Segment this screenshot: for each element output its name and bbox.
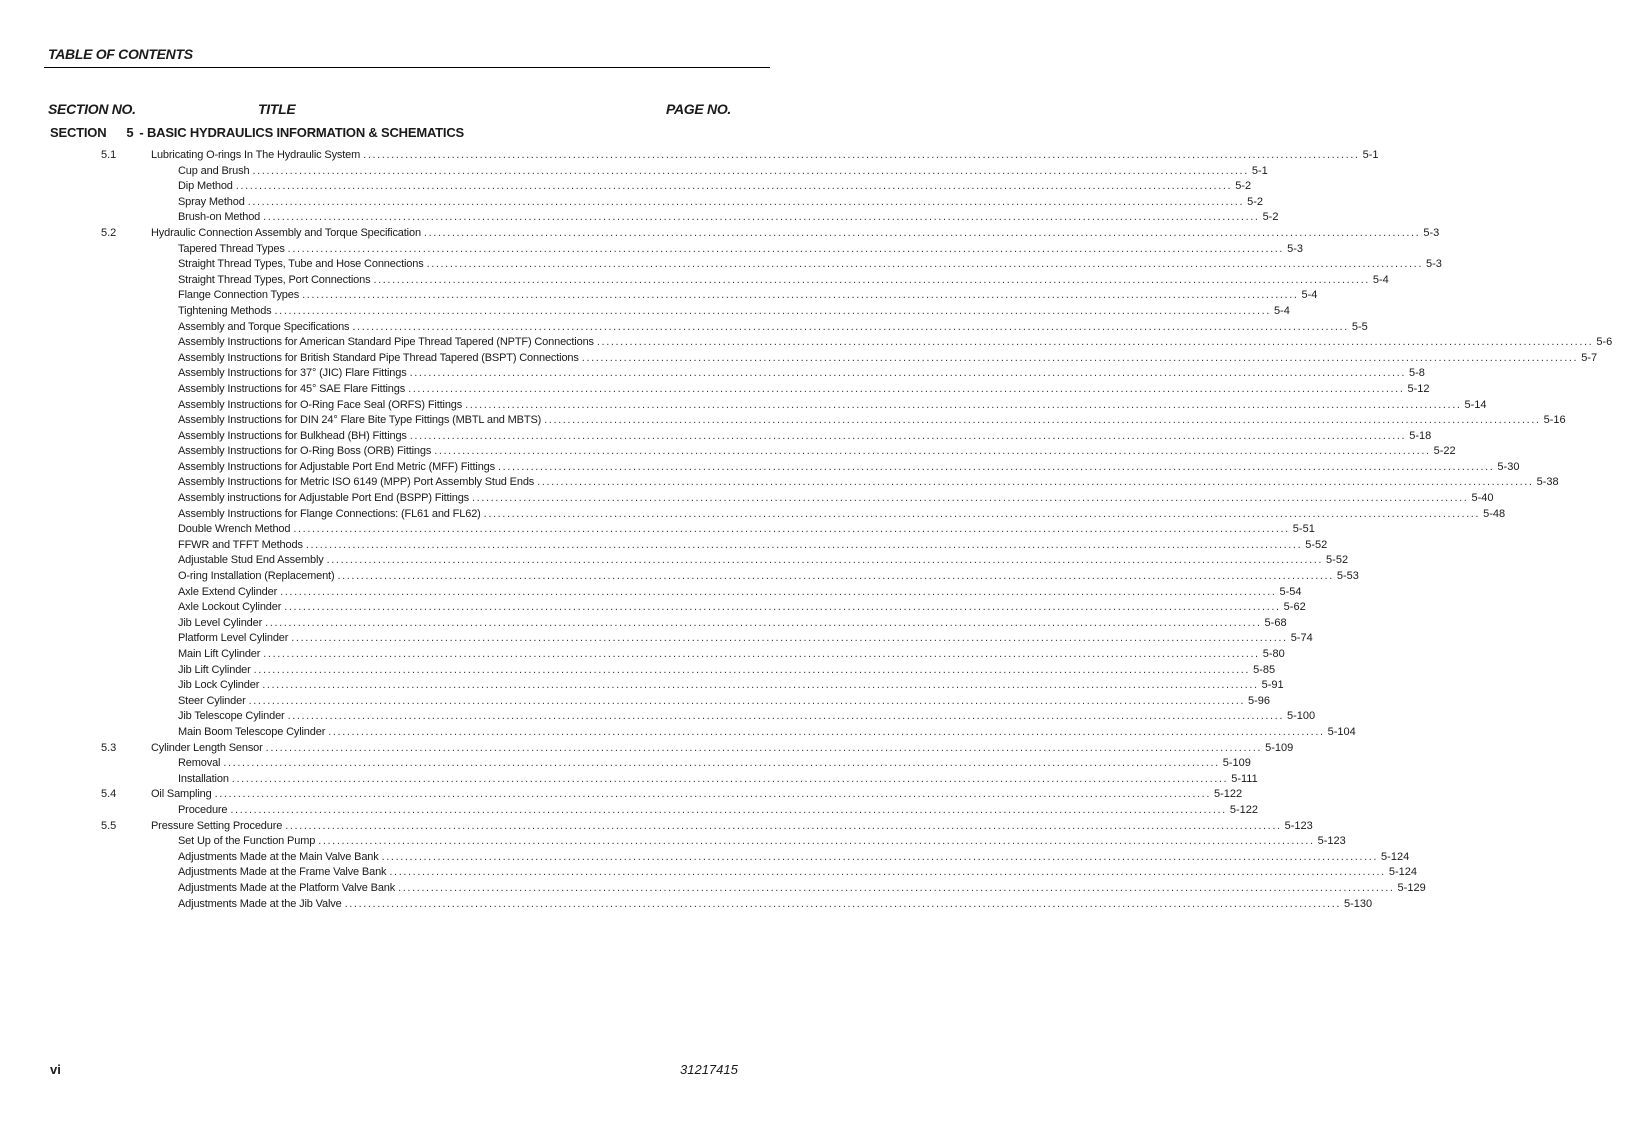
- toc-entry-number: 5.4: [101, 788, 117, 801]
- dot-leader: ......................................................................................................................................................................................................................: [581, 351, 1579, 364]
- toc-entry: [0, 179, 1252, 195]
- toc-entry-page: 5-123: [1284, 819, 1313, 832]
- dot-leader: ......................................................................................................................................................................................................................: [287, 710, 1284, 723]
- toc-entry-page: 5-124: [1381, 850, 1410, 863]
- dot-leader: ......................................................................................................................................................................................................................: [465, 398, 1462, 411]
- toc-entry: [0, 195, 1264, 211]
- dot-leader: ......................................................................................................................................................................................................................: [285, 819, 1282, 832]
- dot-leader: ......................................................................................................................................................................................................................: [326, 554, 1324, 567]
- toc-entry: [0, 398, 1487, 414]
- toc-entry: [0, 756, 1251, 772]
- toc-entry-title: Hydraulic Connection Assembly and Torque Specification: [151, 226, 421, 239]
- header-divider: [44, 67, 770, 68]
- toc-entry-title: Brush-on Method: [178, 211, 261, 224]
- toc-entry-title: Cup and Brush: [178, 164, 250, 177]
- toc-entry-page: 5-2: [1247, 195, 1264, 208]
- toc-entry-line: [178, 834, 1346, 850]
- footer-page-number: vi: [50, 1062, 61, 1077]
- dot-leader: ......................................................................................................................................................................................................................: [344, 897, 1342, 910]
- toc-entry: [0, 600, 1306, 616]
- toc-entry-title: Straight Thread Types, Tube and Hose Connections: [178, 258, 424, 271]
- toc-entry-line: [178, 522, 1315, 538]
- toc-entry-line: [178, 335, 1613, 351]
- toc-entry: [0, 366, 1425, 382]
- dot-leader: ......................................................................................................................................................................................................................: [284, 601, 1281, 614]
- section-label: SECTION: [50, 125, 107, 140]
- toc-entry: [0, 351, 1598, 367]
- toc-entry-line: [178, 366, 1425, 382]
- dot-leader: ......................................................................................................................................................................................................................: [472, 492, 1469, 505]
- toc-entry-line: [178, 320, 1368, 336]
- toc-entry-line: [178, 273, 1389, 289]
- toc-entry-title: Adjustments Made at the Frame Valve Bank: [178, 866, 387, 879]
- toc-entry-title: Axle Lockout Cylinder: [178, 601, 282, 614]
- toc-entry-title: FFWR and TFFT Methods: [178, 538, 303, 551]
- toc-entry-line: [151, 819, 1313, 835]
- toc-entry-page: 5-12: [1407, 382, 1430, 395]
- toc-list: [0, 148, 1613, 912]
- toc-entry-title: Main Boom Telescope Cylinder: [178, 725, 326, 738]
- toc-entry: [0, 850, 1410, 866]
- dot-leader: ......................................................................................................................................................................................................................: [373, 273, 1370, 286]
- toc-entry: [0, 304, 1290, 320]
- dot-leader: ......................................................................................................................................................................................................................: [265, 741, 1263, 754]
- toc-entry-title: Axle Extend Cylinder: [178, 585, 278, 598]
- toc-entry-page: 5-4: [1301, 289, 1318, 302]
- dot-leader: ......................................................................................................................................................................................................................: [483, 507, 1481, 520]
- dot-leader: ......................................................................................................................................................................................................................: [318, 835, 1315, 848]
- toc-entry: [0, 164, 1268, 180]
- dot-leader: ......................................................................................................................................................................................................................: [274, 304, 1271, 317]
- toc-entry-title: Assembly Instructions for Flange Connections: (FL61 and FL62): [178, 507, 481, 520]
- toc-entry-page: 5-109: [1222, 757, 1251, 770]
- toc-entry-page: 5-54: [1279, 585, 1302, 598]
- toc-entry-page: 5-3: [1425, 258, 1442, 271]
- toc-entry-line: [178, 881, 1426, 897]
- toc-entry: [0, 663, 1276, 679]
- toc-entry-line: [151, 787, 1243, 803]
- dot-leader: ......................................................................................................................................................................................................................: [263, 211, 1260, 224]
- toc-entry-line: [178, 553, 1349, 569]
- toc-entry: [0, 226, 1440, 242]
- dot-leader: ......................................................................................................................................................................................................................: [263, 648, 1260, 660]
- dot-leader: ......................................................................................................................................................................................................................: [305, 538, 1303, 551]
- toc-entry: [0, 491, 1494, 507]
- dot-leader: ......................................................................................................................................................................................................................: [265, 616, 1262, 629]
- toc-entry-page: 5-1: [1362, 149, 1379, 161]
- toc-entry: [0, 429, 1432, 445]
- toc-entry-title: Assembly Instructions for American Standard Pipe Thread Tapered (NPTF) Connections: [178, 336, 594, 349]
- toc-entry: [0, 382, 1430, 398]
- toc-entry-page: 5-68: [1264, 616, 1287, 629]
- toc-entry: [0, 803, 1258, 819]
- toc-entry-title: Spray Method: [178, 195, 245, 208]
- toc-entry-number: 5.3: [101, 741, 117, 754]
- toc-entry: [0, 335, 1613, 351]
- toc-entry-number: 5.2: [101, 226, 117, 239]
- toc-entry-page: 5-4: [1273, 304, 1290, 317]
- toc-entry-title: Adjustments Made at the Platform Valve Bank: [178, 881, 396, 894]
- toc-entry: [0, 585, 1302, 601]
- dot-leader: ......................................................................................................................................................................................................................: [293, 523, 1290, 536]
- column-heading-title: TITLE: [258, 101, 296, 117]
- toc-entry: [0, 444, 1456, 460]
- toc-entry-line: [178, 460, 1520, 476]
- toc-entry-line: [178, 195, 1264, 211]
- toc-entry-page: 5-104: [1327, 725, 1356, 738]
- dot-leader: ......................................................................................................................................................................................................................: [235, 180, 1233, 193]
- toc-entry-page: 5-3: [1287, 242, 1303, 255]
- dot-leader: ......................................................................................................................................................................................................................: [408, 382, 1405, 395]
- toc-entry-line: [178, 803, 1258, 819]
- dot-leader: ......................................................................................................................................................................................................................: [302, 289, 1299, 302]
- toc-entry-title: Assembly Instructions for DIN 24° Flare Bite Type Fittings (MBTL and MBTS): [178, 414, 542, 427]
- toc-entry-page: 5-52: [1305, 538, 1328, 551]
- toc-entry-line: [178, 304, 1290, 320]
- dot-leader: ......................................................................................................................................................................................................................: [544, 414, 1541, 427]
- toc-entry-title: Jib Telescope Cylinder: [178, 710, 285, 723]
- toc-entry-line: [178, 413, 1566, 429]
- toc-entry-title: Oil Sampling: [151, 788, 212, 801]
- toc-entry-page: 5-7: [1581, 351, 1598, 364]
- toc-entry-page: 5-38: [1536, 476, 1559, 489]
- toc-entry-page: 5-74: [1290, 632, 1313, 645]
- toc-entry-line: [178, 709, 1316, 725]
- dot-leader: ......................................................................................................................................................................................................................: [214, 788, 1211, 801]
- toc-entry-line: [178, 398, 1487, 414]
- toc-entry: [0, 772, 1258, 788]
- dot-leader: ......................................................................................................................................................................................................................: [426, 258, 1423, 271]
- toc-entry-title: Assembly Instructions for O-Ring Boss (ORB) Fittings: [178, 445, 432, 458]
- toc-entry-title: Removal: [178, 757, 221, 770]
- dot-leader: ......................................................................................................................................................................................................................: [280, 585, 1277, 598]
- toc-entry-page: 5-5: [1351, 320, 1368, 333]
- section-name: - BASIC HYDRAULICS INFORMATION & SCHEMATICS: [139, 125, 464, 140]
- toc-entry-line: [178, 631, 1313, 647]
- dot-leader: ......................................................................................................................................................................................................................: [287, 242, 1285, 255]
- toc-entry-line: [151, 148, 1379, 164]
- toc-entry-line: [178, 444, 1456, 460]
- toc-entry: [0, 741, 1294, 757]
- toc-entry-page: 5-122: [1229, 803, 1258, 816]
- toc-entry: [0, 616, 1287, 632]
- dot-leader: ......................................................................................................................................................................................................................: [231, 772, 1229, 785]
- toc-entry: [0, 210, 1279, 226]
- toc-entry: [0, 273, 1389, 289]
- dot-leader: ......................................................................................................................................................................................................................: [363, 149, 1360, 161]
- dot-leader: ......................................................................................................................................................................................................................: [537, 476, 1534, 489]
- column-heading-section: SECTION NO.: [48, 101, 136, 117]
- toc-entry: [0, 897, 1373, 913]
- toc-entry: [0, 288, 1318, 304]
- toc-entry-number: 5.1: [101, 149, 117, 161]
- section-heading: [50, 125, 464, 140]
- dot-leader: ......................................................................................................................................................................................................................: [423, 226, 1421, 239]
- dot-leader: ......................................................................................................................................................................................................................: [252, 164, 1249, 177]
- toc-entry-line: [178, 210, 1279, 226]
- toc-entry-title: Platform Level Cylinder: [178, 632, 289, 645]
- toc-entry-title: Adjustable Stud End Assembly: [178, 554, 324, 567]
- toc-entry-title: Double Wrench Method: [178, 523, 291, 536]
- toc-entry-page: 5-16: [1543, 414, 1566, 427]
- toc-entry-line: [151, 226, 1440, 242]
- toc-entry-line: [178, 491, 1494, 507]
- toc-entry-title: Assembly instructions for Adjustable Port End (BSPP) Fittings: [178, 492, 470, 505]
- toc-entry: [0, 460, 1520, 476]
- dot-leader: ......................................................................................................................................................................................................................: [291, 632, 1288, 645]
- toc-entry: [0, 148, 1379, 164]
- dot-leader: ......................................................................................................................................................................................................................: [389, 866, 1386, 879]
- toc-entry-page: 5-124: [1388, 866, 1417, 879]
- toc-entry-page: 5-80: [1262, 648, 1285, 660]
- toc-entry-page: 5-62: [1283, 601, 1306, 614]
- toc-entry-line: [178, 257, 1442, 273]
- toc-entry: [0, 475, 1559, 491]
- toc-entry-number: 5.5: [101, 819, 117, 832]
- toc-entry: [0, 507, 1506, 523]
- toc-entry-line: [178, 663, 1276, 679]
- toc-entry-page: 5-129: [1397, 881, 1426, 894]
- toc-entry-page: 5-123: [1317, 835, 1346, 848]
- toc-entry-page: 5-53: [1336, 570, 1359, 583]
- dot-leader: ......................................................................................................................................................................................................................: [248, 694, 1246, 707]
- footer-doc-number: 31217415: [680, 1062, 738, 1077]
- toc-entry-line: [178, 351, 1598, 367]
- toc-entry-line: [178, 179, 1252, 195]
- toc-entry: [0, 678, 1284, 694]
- toc-entry-title: Jib Lift Cylinder: [178, 663, 251, 676]
- toc-entry-title: Adjustments Made at the Main Valve Bank: [178, 850, 379, 863]
- toc-entry-line: [178, 865, 1417, 881]
- dot-leader: ......................................................................................................................................................................................................................: [596, 336, 1594, 349]
- toc-entry-page: 5-130: [1344, 897, 1373, 910]
- toc-entry-page: 5-91: [1261, 679, 1284, 692]
- toc-entry-title: Assembly Instructions for Metric ISO 6149 (MPP) Port Assembly Stud Ends: [178, 476, 535, 489]
- toc-entry-title: Jib Lock Cylinder: [178, 679, 260, 692]
- toc-entry-page: 5-109: [1265, 741, 1294, 754]
- toc-entry-title: Flange Connection Types: [178, 289, 300, 302]
- toc-entry-page: 5-18: [1409, 429, 1432, 442]
- toc-entry-page: 5-30: [1497, 460, 1520, 473]
- dot-leader: ......................................................................................................................................................................................................................: [398, 881, 1395, 894]
- dot-leader: ......................................................................................................................................................................................................................: [381, 850, 1379, 863]
- toc-entry-page: 5-1: [1251, 164, 1268, 177]
- dot-leader: ......................................................................................................................................................................................................................: [409, 367, 1406, 380]
- dot-leader: ......................................................................................................................................................................................................................: [434, 445, 1431, 458]
- toc-entry-line: [178, 694, 1271, 710]
- toc-entry: [0, 647, 1285, 663]
- toc-entry: [0, 631, 1313, 647]
- toc-entry-page: 5-52: [1326, 554, 1349, 567]
- page-header-title: TABLE OF CONTENTS: [48, 46, 193, 62]
- toc-entry-title: Set Up of the Function Pump: [178, 835, 316, 848]
- toc-entry: [0, 865, 1417, 881]
- toc-entry-line: [178, 616, 1287, 632]
- toc-entry-page: 5-6: [1596, 336, 1613, 349]
- toc-entry-line: [178, 600, 1306, 616]
- dot-leader: ......................................................................................................................................................................................................................: [352, 320, 1349, 333]
- toc-entry-page: 5-4: [1372, 273, 1389, 286]
- dot-leader: ......................................................................................................................................................................................................................: [337, 570, 1334, 583]
- toc-entry-line: [178, 507, 1506, 523]
- toc-entry-page: 5-2: [1235, 180, 1252, 193]
- toc-entry-title: Procedure: [178, 803, 228, 816]
- toc-entry-line: [178, 725, 1356, 741]
- toc-entry-page: 5-22: [1433, 445, 1456, 458]
- toc-entry: [0, 819, 1313, 835]
- toc-entry-title: Main Lift Cylinder: [178, 648, 261, 660]
- toc-entry: [0, 553, 1349, 569]
- toc-entry-line: [178, 382, 1430, 398]
- toc-entry-title: Assembly Instructions for 37° (JIC) Flare Fittings: [178, 367, 407, 380]
- toc-entry-line: [178, 756, 1251, 772]
- toc-entry: [0, 834, 1346, 850]
- toc-entry-page: 5-100: [1286, 710, 1316, 723]
- dot-leader: ......................................................................................................................................................................................................................: [262, 679, 1259, 692]
- toc-entry-title: Steer Cylinder: [178, 694, 246, 707]
- toc-entry: [0, 257, 1442, 273]
- toc-entry: [0, 787, 1243, 803]
- toc-entry-page: 5-48: [1483, 507, 1506, 520]
- toc-entry-title: Assembly Instructions for 45° SAE Flare Fittings: [178, 382, 406, 395]
- toc-entry-line: [178, 897, 1373, 913]
- toc-entry-title: Pressure Setting Procedure: [151, 819, 283, 832]
- toc-entry-title: Straight Thread Types, Port Connections: [178, 273, 371, 286]
- toc-entry-line: [178, 772, 1258, 788]
- toc-entry-title: Dip Method: [178, 180, 233, 193]
- toc-entry-line: [178, 647, 1285, 663]
- toc-entry-title: Installation: [178, 772, 229, 785]
- toc-entry-title: Assembly Instructions for Adjustable Port End Metric (MFF) Fittings: [178, 460, 495, 473]
- toc-entry-title: Cylinder Length Sensor: [151, 741, 263, 754]
- toc-entry-page: 5-14: [1464, 398, 1487, 411]
- dot-leader: ......................................................................................................................................................................................................................: [253, 663, 1251, 676]
- toc-entry-page: 5-2: [1262, 211, 1279, 224]
- toc-entry: [0, 522, 1315, 538]
- dot-leader: ......................................................................................................................................................................................................................: [498, 460, 1495, 473]
- toc-entry-page: 5-51: [1292, 523, 1315, 536]
- toc-entry: [0, 569, 1359, 585]
- dot-leader: ......................................................................................................................................................................................................................: [230, 803, 1227, 816]
- dot-leader: ......................................................................................................................................................................................................................: [223, 757, 1220, 770]
- toc-entry-page: 5-122: [1213, 788, 1243, 801]
- toc-entry-title: Tapered Thread Types: [178, 242, 285, 255]
- toc-entry-line: [178, 242, 1303, 258]
- toc-entry-title: Assembly Instructions for Bulkhead (BH) Fittings: [178, 429, 407, 442]
- toc-entry-title: O-ring Installation (Replacement): [178, 570, 335, 583]
- dot-leader: ......................................................................................................................................................................................................................: [328, 725, 1325, 738]
- toc-entry-line: [178, 569, 1359, 585]
- dot-leader: ......................................................................................................................................................................................................................: [247, 195, 1245, 208]
- toc-entry-title: Assembly and Torque Specifications: [178, 320, 350, 333]
- toc-entry-page: 5-96: [1248, 694, 1271, 707]
- section-number: 5: [126, 125, 134, 140]
- toc-entry: [0, 413, 1566, 429]
- toc-entry: [0, 538, 1328, 554]
- toc-entry-line: [178, 288, 1318, 304]
- toc-entry-title: Assembly Instructions for British Standard Pipe Thread Tapered (BSPT) Connections: [178, 351, 579, 364]
- column-heading-page: PAGE NO.: [666, 101, 732, 117]
- toc-entry-title: Adjustments Made at the Jib Valve: [178, 897, 342, 910]
- toc-entry-line: [178, 585, 1302, 601]
- toc-entry-title: Lubricating O-rings In The Hydraulic System: [151, 149, 361, 161]
- toc-entry: [0, 709, 1316, 725]
- toc-entry-title: Jib Level Cylinder: [178, 616, 263, 629]
- toc-entry-line: [178, 164, 1268, 180]
- toc-entry: [0, 694, 1271, 710]
- toc-entry: [0, 725, 1356, 741]
- dot-leader: ......................................................................................................................................................................................................................: [409, 429, 1407, 442]
- toc-entry-page: 5-111: [1231, 772, 1258, 785]
- toc-entry-line: [178, 475, 1559, 491]
- toc-entry: [0, 320, 1368, 336]
- toc-entry-title: Assembly Instructions for O-Ring Face Seal (ORFS) Fittings: [178, 398, 463, 411]
- toc-entry-title: Tightening Methods: [178, 304, 272, 317]
- toc-entry-page: 5-85: [1253, 663, 1276, 676]
- toc-entry-page: 5-3: [1423, 226, 1440, 239]
- toc-entry-line: [178, 429, 1432, 445]
- toc-entry-line: [151, 741, 1294, 757]
- toc-entry: [0, 881, 1426, 897]
- toc-entry-line: [178, 850, 1410, 866]
- toc-entry-page: 5-8: [1409, 367, 1425, 380]
- toc-entry-line: [178, 678, 1284, 694]
- toc-entry-page: 5-40: [1471, 492, 1494, 505]
- toc-entry-line: [178, 538, 1328, 554]
- toc-entry: [0, 242, 1303, 258]
